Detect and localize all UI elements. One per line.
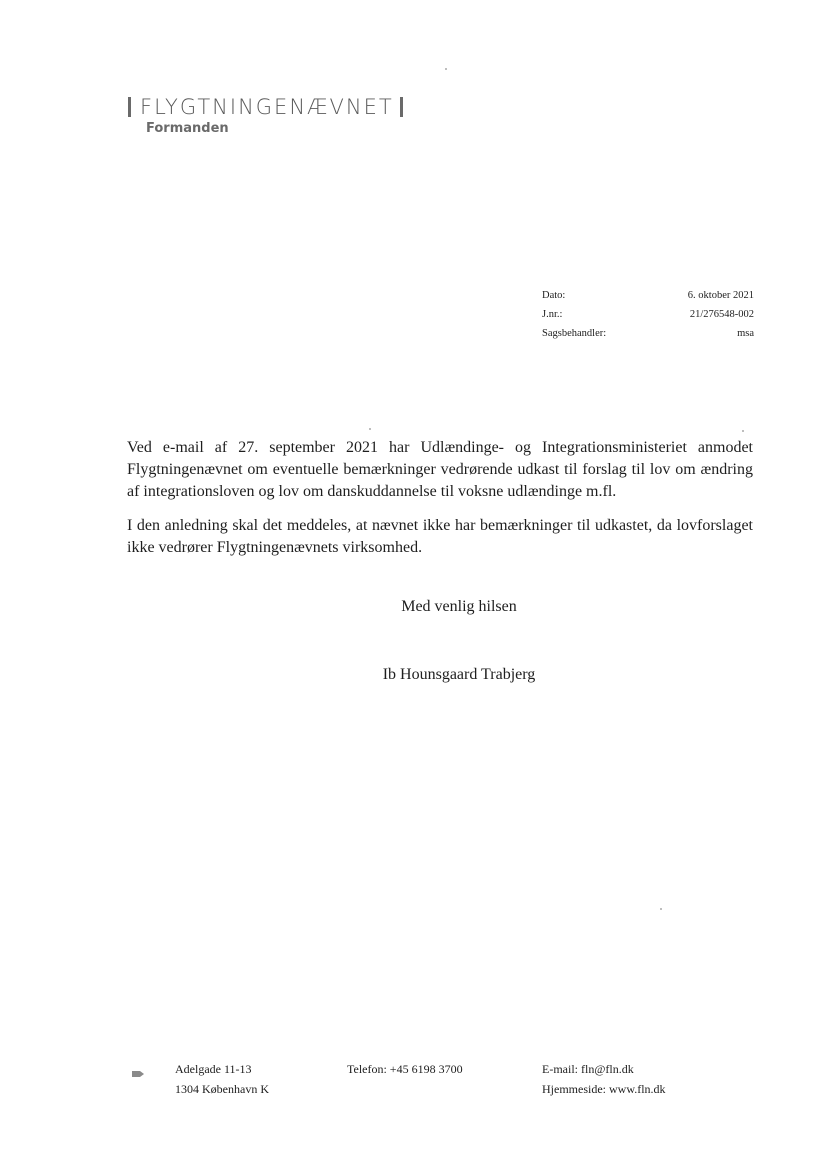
meta-value-journal: 21/276548-002 [689, 309, 754, 320]
body-paragraph-1: Ved e-mail af 27. september 2021 har Udlændinge- og Integrationsministeriet anmodet Flygtningenævnet om eventuelle bemærkninger vedrørende udkast til forslag til lov om ændring af integrationsloven og lov om danskuddannelse til voksne udlændinge m.fl. [127, 439, 753, 500]
scan-speck [369, 428, 371, 430]
letter-body [127, 437, 753, 571]
meta-label-date: Dato: [542, 290, 566, 301]
meta-row-journal [542, 305, 754, 324]
meta-value-date: 6. oktober 2021 [687, 290, 754, 301]
letterhead [128, 94, 403, 136]
organization-subtitle: Formanden [146, 121, 229, 136]
meta-row-caseworker [542, 324, 754, 343]
scan-speck [445, 68, 447, 70]
footer-address-line2: 1304 København K [175, 1082, 269, 1096]
organization-name: FLYGTNINGENÆVNET [140, 95, 394, 119]
footer-website: Hjemmeside: www.fln.dk [542, 1082, 666, 1096]
scan-speck [742, 430, 744, 432]
meta-row-date [542, 286, 754, 305]
scan-speck [660, 908, 662, 910]
logo-bar-right [400, 97, 403, 117]
signature-name: Ib Hounsgaard Trabjerg [382, 666, 536, 683]
arrow-right-icon [132, 1064, 144, 1072]
footer-email: E-mail: fln@fln.dk [542, 1062, 634, 1076]
meta-label-journal: J.nr.: [542, 309, 563, 320]
closing-salutation: Med venlig hilsen [401, 598, 517, 615]
meta-value-caseworker: msa [737, 328, 754, 339]
footer-phone: Telefon: +45 6198 3700 [347, 1062, 463, 1076]
logo-bar-left [128, 97, 131, 117]
document-metadata [542, 286, 754, 343]
footer-contact [542, 1059, 666, 1099]
organization-logo [128, 94, 403, 120]
footer-address-line1: Adelgade 11-13 [175, 1062, 252, 1076]
footer-address [175, 1059, 269, 1099]
meta-label-caseworker: Sagsbehandler: [542, 328, 607, 339]
body-paragraph-2: I den anledning skal det meddeles, at nævnet ikke har bemærkninger til udkastet, da lovforslaget ikke vedrører Flygtningenævnets virksomhed. [127, 517, 753, 556]
